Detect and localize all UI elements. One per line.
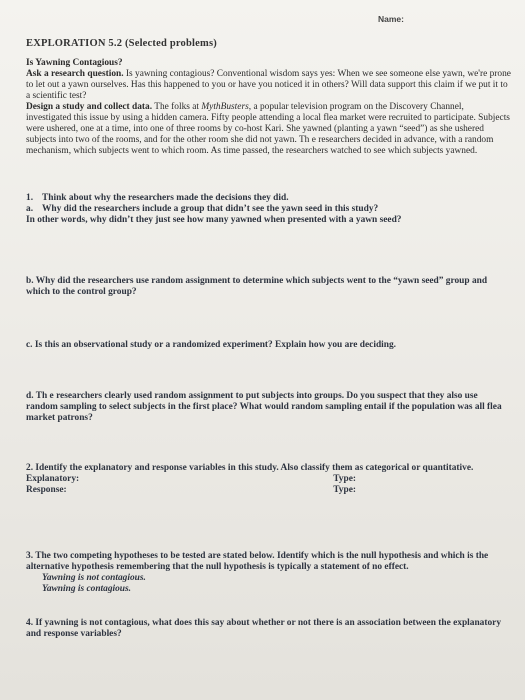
hypothesis-2: Yawning is contagious. (42, 584, 132, 594)
question-3 (26, 551, 511, 595)
design-paragraph (26, 102, 511, 157)
question-text: The two competing hypotheses to be tested are stated below. Identify which is the null hypothesis and which is the alternative hypothesis remembering that the null hypothesis is typically a statement of no effect. (26, 551, 489, 572)
question-4 (26, 618, 511, 640)
question-number: 4. (26, 618, 34, 628)
name-label: Name: (378, 14, 404, 24)
part-text: Th e researchers clearly used random assignment to put subjects into groups. Do you suspect that they also use random sampling to select subjects in the first place? What would random sampling entail if the population was all flea market patrons? (26, 391, 502, 423)
question-1-prompt (26, 193, 511, 204)
intro-section (26, 58, 511, 157)
research-label: Ask a research question. (26, 69, 124, 79)
question-number: 3. (26, 551, 34, 561)
question-2 (26, 463, 511, 496)
question-1 (26, 193, 511, 226)
part-text: Is this an observational study or a randomized experiment? Explain how you are deciding. (34, 340, 397, 350)
part-label: a. (26, 204, 34, 214)
question-1d (26, 391, 511, 424)
show-name: MythBusters (201, 102, 249, 112)
response-row (26, 485, 356, 496)
part-label: c. (26, 340, 33, 350)
question-text: Identify the explanatory and response variables in this study. Also classify them as categorical or quantitative. (35, 463, 474, 473)
question-3-prompt (26, 551, 511, 573)
design-text-2: , a popular television program on the Discovery Channel, investigated this issue by using a hidden camera. Fifty people attending a local flea market were recruited to participate. Subjects were ushered, one at a time, into one of three rooms by co-host Kari. She yawned (planting a yawn “seed”) as she ushered subjects into two of the rooms, and for the other room she did not yawn. Th e researchers decided in advance, with a random mechanism, which subjects went to which room. As time passed, the researchers watched to see which subjects yawned. (26, 102, 510, 156)
question-number: 1. (26, 193, 34, 203)
part-label: b. (26, 276, 34, 286)
page-title: EXPLORATION 5.2 (Selected problems) (26, 38, 217, 49)
question-1c (26, 340, 511, 351)
explanatory-row (26, 474, 356, 485)
question-text: Think about why the researchers made the decisions they did. (42, 193, 289, 203)
question-number: 2. (26, 463, 34, 473)
question-1a-followup: In other words, why didn’t they just see how many yawned when presented with a yawn seed? (26, 215, 402, 225)
design-text-1: The folks at (152, 102, 202, 112)
type-label: Type: (333, 485, 356, 495)
question-2-prompt (26, 463, 511, 474)
part-text: Why did the researchers use random assignment to determine which subjects went to the “yawn seed” group and which to the control group? (26, 276, 488, 297)
question-1b (26, 276, 511, 298)
explanatory-label: Explanatory: (26, 474, 80, 484)
research-text: Is yawning contagious? Conventional wisdom says yes: When we see someone else yawn, we're prone to let out a yawn ourselves. Has this happened to you or have you noticed it in others? Will data support this claim if we put it to a scientific test? (26, 69, 511, 101)
hypothesis-1: Yawning is not contagious. (42, 573, 146, 583)
section-heading: Is Yawning Contagious? (26, 58, 123, 68)
response-label: Response: (26, 485, 67, 495)
type-label: Type: (333, 474, 356, 484)
research-paragraph (26, 69, 511, 102)
part-label: d. (26, 391, 34, 401)
part-text: Why did the researchers include a group that didn’t see the yawn seed in this study? (42, 204, 379, 214)
design-label: Design a study and collect data. (26, 102, 153, 112)
question-1a (26, 204, 511, 215)
question-text: If yawning is not contagious, what does this say about whether or not there is an association between the explanatory and response variables? (26, 618, 502, 639)
